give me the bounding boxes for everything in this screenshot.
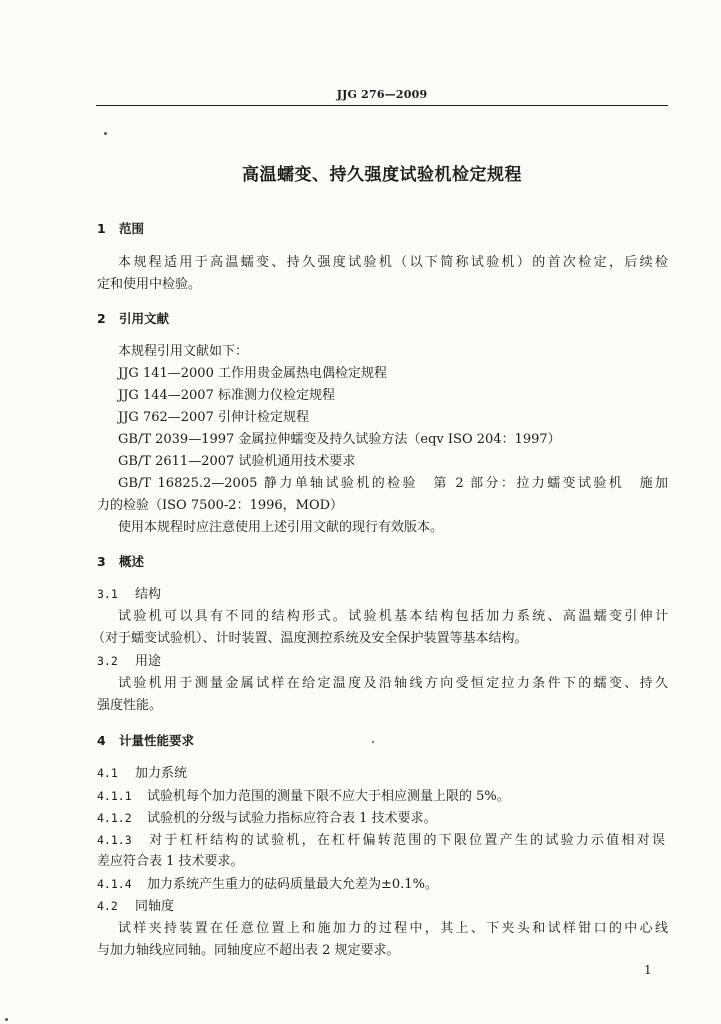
subsection-3-1-line-2: （对于蠕变试验机）、计时装置、温度测控系统及安全保护装置等基本结构。 (92, 631, 528, 646)
subsection-3-1-line-1: 试验机可以具有不同的结构形式。试验机基本结构包括加力系统、高温蠕变引伸计 (118, 609, 668, 624)
section-1-heading: 1 范围 (97, 221, 145, 236)
subsection-3-1-heading: 3.1 结构 (97, 587, 162, 602)
header-rule (96, 105, 668, 106)
section-2-heading: 2 引用文献 (97, 311, 170, 326)
subsection-4-2-heading: 4.2 同轴度 (97, 899, 175, 914)
references-intro: 本规程引用文献如下： (118, 344, 249, 359)
clause-4-1-1: 4.1.1 试验机每个加力范围的测量下限不应大于相应测量上限的 5%。 (97, 789, 510, 804)
clause-4-1-3-line-1: 4.1.3 对于杠杆结构的试验机，在杠杆偏转范围的下限位置产生的试验力示值相对误 (97, 833, 665, 848)
reference-item: JJG 762—2007 引伸计检定规程 (118, 410, 309, 425)
reference-item-6-line-1: GB/T 16825.2—2005 静力单轴试验机的检验 第 2 部分：拉力蠕变试验机 施加 (118, 476, 668, 491)
subsection-4-2-line-2: 与加力轴线应同轴。同轴度应不超出表 2 规定要求。 (97, 943, 400, 958)
document-title: 高温蠕变、持久强度试验机检定规程 (242, 165, 522, 185)
subsection-4-1-heading: 4.1 加力系统 (97, 766, 188, 781)
subsection-4-2-line-1: 试样夹持装置在任意位置上和施加力的过程中，其上、下夹头和试样钳口的中心线 (118, 921, 668, 936)
subsection-3-2-line-2: 强度性能。 (97, 698, 163, 713)
reference-item: GB/T 2039—1997 金属拉伸蠕变及持久试验方法（eqv ISO 204：1997） (118, 432, 561, 447)
section-4-heading: 4 计量性能要求 (97, 733, 195, 748)
subsection-3-2-heading: 3.2 用途 (97, 654, 162, 669)
scan-speck (104, 132, 107, 135)
reference-item: JJG 141—2000 工作用贵金属热电偶检定规程 (118, 366, 387, 381)
scan-speck (5, 1018, 8, 1021)
scan-speck (372, 741, 374, 743)
clause-4-1-3-line-2: 差应符合表 1 技术要求。 (97, 854, 244, 869)
page-number: 1 (644, 963, 652, 977)
section-3-heading: 3 概述 (97, 554, 145, 569)
references-closing: 使用本规程时应注意使用上述引用文献的现行有效版本。 (118, 520, 444, 535)
section-1-paragraph-line-1: 本规程适用于高温蠕变、持久强度试验机（以下简称试验机）的首次检定，后续检 (118, 255, 668, 270)
subsection-3-2-line-1: 试验机用于测量金属试样在给定温度及沿轴线方向受恒定拉力条件下的蠕变、持久 (118, 676, 668, 691)
clause-4-1-4: 4.1.4 加力系统产生重力的砝码质量最大允差为±0.1%。 (97, 877, 438, 892)
standard-code-header: JJG 276—2009 (336, 88, 428, 101)
clause-4-1-2: 4.1.2 试验机的分级与试验力指标应符合表 1 技术要求。 (97, 811, 437, 826)
reference-item-6-line-2: 力的检验（ISO 7500-2：1996，MOD） (97, 498, 344, 513)
section-1-paragraph-line-2: 定和使用中检验。 (97, 277, 202, 292)
reference-item: JJG 144—2007 标准测力仪检定规程 (118, 388, 335, 403)
reference-item: GB/T 2611—2007 试验机通用技术要求 (118, 454, 356, 469)
